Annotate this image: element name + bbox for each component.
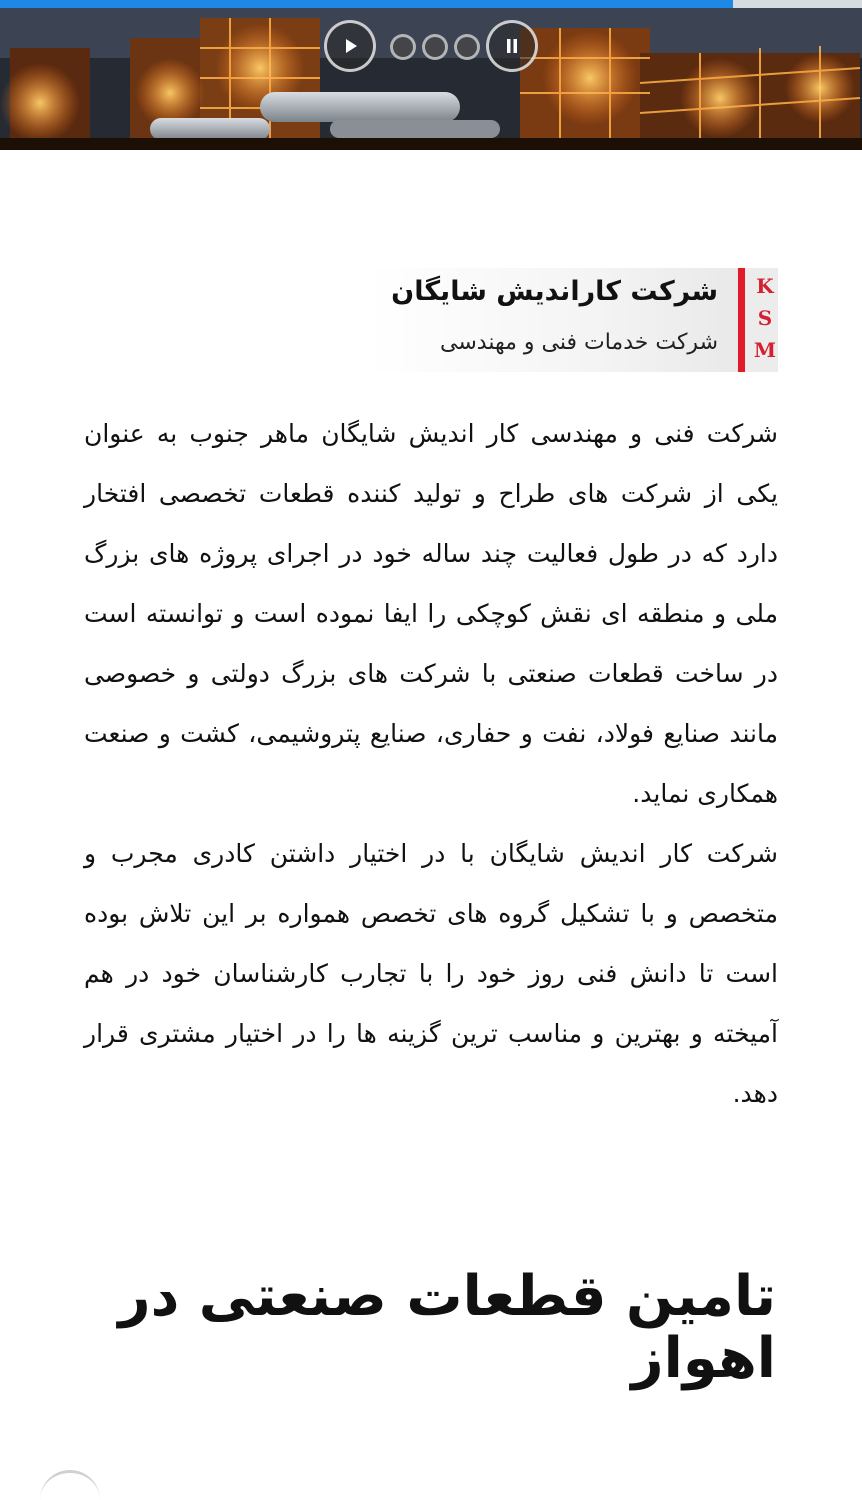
slider-controls <box>324 20 538 74</box>
slider-play-button[interactable] <box>324 20 376 72</box>
pause-icon <box>502 36 522 56</box>
logo-letter-s: S <box>757 306 773 330</box>
slider-progress-track <box>0 0 862 8</box>
logo-letter-k: K <box>756 274 774 298</box>
section-title: تامین قطعات صنعتی در اهواز <box>118 1264 776 1391</box>
play-icon <box>340 36 360 56</box>
about-article <box>84 404 778 1124</box>
slider-dot-3[interactable] <box>454 34 480 60</box>
slider-dot-1[interactable] <box>390 34 416 60</box>
ksm-logo <box>738 268 778 372</box>
slider-progress-fill <box>0 0 733 8</box>
logo-letter-m: M <box>753 338 777 362</box>
company-name: شرکت کاراندیش شایگان <box>391 276 718 307</box>
company-subtitle: شرکت خدمات فنی و مهندسی <box>440 330 718 355</box>
slider-pause-button[interactable] <box>486 20 538 72</box>
slider-dot-2[interactable] <box>422 34 448 60</box>
hero-slider[interactable] <box>0 0 862 150</box>
scroll-corner-decoration <box>40 1470 100 1500</box>
company-header <box>370 268 778 372</box>
about-paragraph-2: شرکت کار اندیش شایگان با در اختیار داشتن کادری مجرب و متخصص و با تشکیل گروه های تخصص همواره بر این تلاش بوده است تا دانش فنی روز خود را با تجارب کارشناسان خود در هم آمیخته و بهترین و مناسب ترین گزینه ها را در اختیار مشتری قرار دهد. <box>84 839 778 1108</box>
about-paragraph-1: شرکت فنی و مهندسی کار اندیش شایگان ماهر جنوب به عنوان یکی از شرکت های طراح و تولید کننده قطعات تخصصی افتخار دارد که در طول فعالیت چند ساله خود در اجرای پروژه های بزرگ ملی و منطقه ای نقش کوچکی را ایفا نموده است و توانسته است در ساخت قطعات صنعتی با شرکت های بزرگ دولتی و خصوصی مانند صنایع فولاد، نفت و حفاری، صنایع پتروشیمی، کشت و صنعت همکاری نماید. <box>84 419 778 808</box>
